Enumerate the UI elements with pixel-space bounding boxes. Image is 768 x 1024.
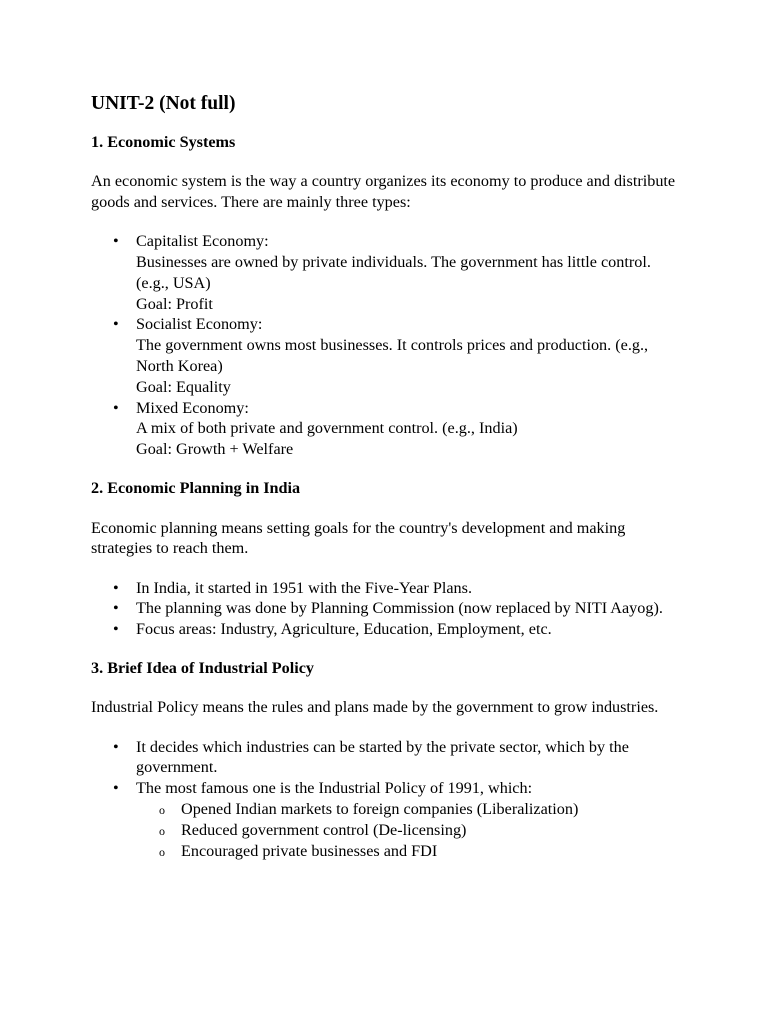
item-title: • Socialist Economy:	[136, 315, 263, 334]
item-goal: Goal: Growth + Welfare	[136, 440, 294, 459]
sub-list-item: o Encouraged private businesses and FDI	[136, 841, 678, 862]
sub-list-item: o Reduced government control (De-licensing)	[136, 820, 678, 841]
economy-types-list	[91, 231, 678, 460]
item-title: • Mixed Economy:	[136, 398, 249, 417]
policy-1991-sub-list	[136, 799, 678, 861]
section-heading-economic-planning: 2. Economic Planning in India	[91, 479, 301, 498]
item-goal: Goal: Profit	[136, 294, 213, 313]
item-goal: Goal: Equality	[136, 377, 231, 396]
list-item-capitalist	[91, 231, 678, 314]
sub-list-item: o Opened Indian markets to foreign companies (Liberalization)	[136, 799, 678, 820]
list-item	[91, 778, 678, 861]
list-item: • Focus areas: Industry, Agriculture, Education, Employment, etc.	[91, 619, 678, 640]
list-item: • The planning was done by Planning Commission (now replaced by NITI Aayog).	[91, 598, 678, 619]
planning-bullet-list	[91, 578, 678, 640]
list-item-socialist	[91, 314, 678, 397]
paragraph-economic-planning: Economic planning means setting goals for the country's development and making strategies to reach them.	[91, 518, 626, 558]
item-title: • Capitalist Economy:	[136, 232, 269, 251]
item-description: Businesses are owned by private individuals. The government has little control. (e.g., USA)	[136, 252, 651, 292]
section-heading-industrial-policy: 3. Brief Idea of Industrial Policy	[91, 659, 315, 678]
section-heading-economic-systems: 1. Economic Systems	[91, 133, 236, 151]
item-description: The government owns most businesses. It controls prices and production. (e.g., North Korea)	[136, 336, 649, 375]
paragraph-industrial-policy: Industrial Policy means the rules and plans made by the government to grow industries.	[91, 698, 659, 717]
industrial-policy-bullet-list	[91, 737, 678, 862]
list-item-text: • The most famous one is the Industrial Policy of 1991, which:	[136, 779, 533, 798]
list-item: • It decides which industries can be started by the private sector, which by the government.	[91, 737, 678, 779]
page-title: UNIT-2 (Not full)	[91, 93, 236, 114]
item-description: A mix of both private and government control. (e.g., India)	[136, 419, 518, 438]
list-item: • In India, it started in 1951 with the Five-Year Plans.	[91, 578, 678, 599]
paragraph-economic-systems: An economic system is the way a country organizes its economy to produce and distribute goods and services. There are mainly three types:	[91, 172, 676, 211]
list-item-mixed	[91, 398, 678, 460]
